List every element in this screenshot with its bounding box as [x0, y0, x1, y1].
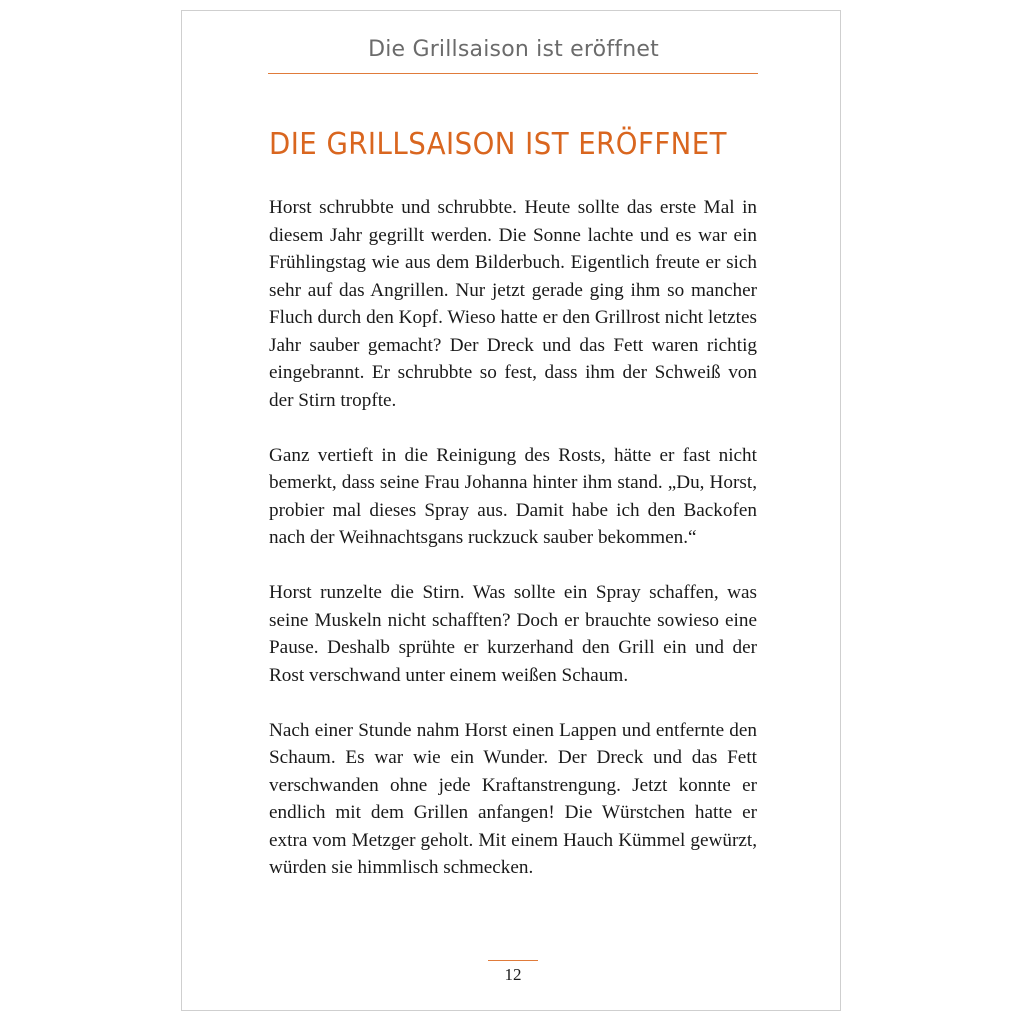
chapter-title: DIE GRILLSAISON IST ERÖFFNET	[269, 127, 727, 162]
page-number: 12	[504, 965, 522, 984]
footer-divider	[488, 960, 538, 961]
running-header: Die Grillsaison ist eröffnet	[368, 37, 659, 62]
header-divider	[268, 73, 758, 74]
paragraph: Horst schrubbte und schrubbte. Heute sollte das erste Mal in diesem Jahr gegrillt werden. Die Sonne lachte und es war ein Frühlingstag wie aus dem Bilderbuch. Eigentlich freute er sich sehr auf das Angrillen. Nur jetzt gerade ging ihm so mancher Fluch durch den Kopf. Wieso hatte er den Grillrost nicht letztes Jahr sauber gemacht? Der Dreck und das Fett waren richtig eingebrannt. Er schrubbte so fest, dass ihm der Schweiß von der Stirn tropfte.	[269, 197, 757, 411]
paragraph: Horst runzelte die Stirn. Was sollte ein Spray schaffen, was seine Muskeln nicht schafften? Doch er brauchte sowieso eine Pause. Deshalb sprühte er kurzerhand den Grill ein und der Rost verschwand unter einem weißen Schaum.	[269, 582, 757, 686]
paragraph: Ganz vertieft in die Reinigung des Rosts, hätte er fast nicht bemerkt, dass seine Frau Johanna hinter ihm stand. „Du, Horst, probier mal dieses Spray aus. Damit habe ich den Backofen nach der Weihnachtsgans ruckzuck sauber bekommen.“	[269, 444, 757, 548]
book-page	[181, 10, 841, 1011]
paragraph: Nach einer Stunde nahm Horst einen Lappen und entfernte den Schaum. Es war wie ein Wunder. Der Dreck und das Fett verschwanden ohne jede Kraftanstrengung. Jetzt konnte er endlich mit dem Grillen anfangen! Die Würstchen hatte er extra vom Metzger geholt. Mit einem Hauch Kümmel gewürzt, würden sie himmlisch schmecken.	[269, 719, 757, 878]
body-text	[269, 194, 757, 909]
